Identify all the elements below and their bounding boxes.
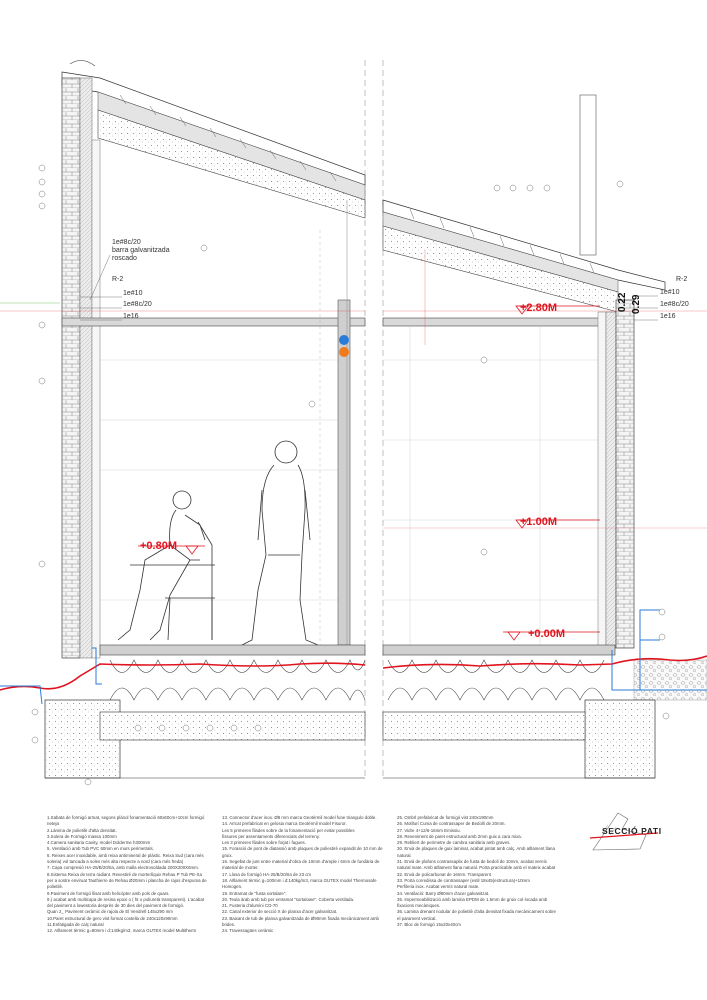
legend-line: gruix. (222, 852, 233, 858)
legend-column-3 (397, 815, 587, 928)
legend-line: fixacions mecàniques. (397, 903, 441, 909)
rebar-label: 1e16 (660, 313, 676, 320)
left-inner-leaf (92, 140, 100, 658)
right-level-floor (503, 628, 600, 640)
legend-line: 25. Ombrl prefabricat de formigó vist 240x190mm (397, 815, 494, 820)
left-slab (62, 318, 365, 326)
legend-line: el parament vertical. (397, 915, 437, 921)
legend-line: Homogen. (222, 884, 243, 890)
legend-line: 3.Solera de Formigó massa 100mm (47, 833, 117, 839)
right-inner-leaf (598, 312, 606, 648)
bar-label: barra galvanitzada (112, 247, 170, 254)
legend-line: natural mate. Amb aïllament llana natural. Porta practicable amb el mateix acabat (397, 865, 556, 871)
legend-line: 20. Teula àrab amb tub per entramat "sortalowe". Coberta ventilada. (222, 896, 355, 902)
legend-line: Perfileria inox. Acabat vernís natural mate. (397, 884, 480, 890)
blue-marker (339, 335, 349, 345)
right-level-mid (516, 516, 600, 528)
legend-column-1 (47, 815, 215, 935)
legend-line: Quan 2_ Paviment ceràmic de rajola de El Vendrell 145x290 mm (47, 909, 173, 915)
legend-line: 26. Motllurí Cuma de contrassaper de Bedolli de 20mm. (397, 821, 506, 827)
legend-line: material de morter. (222, 865, 259, 871)
legend-line: 31. Envà de plafons contrassaplix de fusta de bedoli de 10mm, acabat vernís (397, 859, 547, 865)
right-insulation (606, 312, 616, 648)
right-brick-wall (616, 300, 634, 648)
legend-line: 6. Reixes acer inoxidable, amb reixa antimineral de plàstic. Reixa Sud (cara més (47, 852, 204, 858)
legend-line: 33. Porta corredissa de contrassaper (estil 18x45(estructura)+10mm (397, 877, 530, 883)
level-label-floor: +0.00M (528, 628, 565, 640)
legend-line: 36. Lamina drenant nodular de polietilè d'alta densitat fixada mecànicament sobre (397, 909, 557, 915)
legend-line: 29. Rebliert de perimetre de cambra sanitària amb graves. (397, 840, 511, 846)
legend-line: 5. Ventilació amb Tub PVC 60mm en murs perimetrals. (47, 846, 154, 852)
right-floor-slab (383, 645, 615, 655)
legend-line: 9.) acabat amb multicapa de resina epoxi o ( ht o poliuretà transparent). L'acabat (47, 896, 205, 902)
right-ground-slab (383, 712, 585, 740)
legend-line: 13. Connector d'acer inox. Ø8 mm marca Geotèrmil model fune triangulo doble. (222, 815, 377, 820)
legend-line: natural. (397, 852, 412, 858)
legend-line: per a sostre enviruat Tauthierre de Rehau Ø20mm i plancha de rajos d'espuma de (47, 877, 207, 883)
legend-line: polietilè. (47, 884, 64, 890)
legend-line: 18. Aïllament tèrmic g=100mm i d:140kg/m3, marca GUTEX model Thermosafe (222, 877, 377, 883)
legend-column-2 (222, 815, 390, 935)
legend-line: 37. Bloc de formigó 15x20x40cm (397, 922, 461, 928)
legend-line: del paviment a lowestoria desprès de 30 dies del paviment de formigó. (47, 903, 185, 909)
legend-line: 9.Paviment de formigó llisat amb helicòpter amb pols de quars. (47, 890, 170, 896)
legend-line: 27. Vidre 4+12/6-16mm Emissiu. (397, 827, 461, 833)
legend-line: 10.Paret estructural de gero vist format costella de 240x120x90mm (47, 915, 178, 921)
legend-line: soleria) vol tancada a soles més alta respecte a nord (cara més freda) (47, 859, 184, 865)
dimension-label: 0.22 (617, 292, 628, 312)
legend-line: 19. Entramat de "fusta sortalare". (222, 890, 287, 896)
legend-line: 34. Ventilació: Barry Ø80mm d'acer galvanitzat. (397, 890, 490, 896)
legend-line: 2.Làmina de polietilè d'alta densitat. (47, 827, 117, 833)
orange-marker (339, 347, 349, 357)
legend-line: 15. Forassió de pont de diatassió amb plaques de poliestirè expandit de 10 mm de (222, 846, 383, 852)
right-section (383, 95, 707, 778)
legend-line: 14. Arrcat prefabricat en gelosia marca Geotèrmil model Fisuror. (222, 821, 347, 827)
legend-line: fissures per assentaments diferenciats del terreny. (222, 833, 320, 839)
legend-line: 12. Aïllament tèrmic g=80mm i d:140kg/m3, marca GUTEX model Multitherm (47, 928, 197, 934)
legend-line: 23. Baixant de tub de planxa galvanitzada de Ø90mm fixada mecànicament amb (222, 915, 379, 921)
legend-line: brides. (222, 922, 236, 928)
legend-line: 28. Reveniment de paret estructural amb 2mm guix a cara mixa. (397, 833, 522, 839)
section-title: SECCIÓ PATI (602, 826, 662, 836)
left-brick-wall (62, 78, 80, 658)
standing-person-figure (242, 441, 318, 645)
legend-line: 7. Capa compresió HA-25/B/20/IIa, amb malla electrosoldada 200X200X6mm. (47, 865, 200, 871)
legend-line: Les 5 primeres filades sobre de la fonamentació per evitar possibles (222, 827, 355, 833)
rebar-label: 1e#8c/20 (123, 301, 152, 308)
legend-line: 22. Canal exterior de secció X de planxa d'acer galvanitzat. (222, 909, 338, 915)
legend-line: 17. Llosa de formigó HA-25/B/20/IIa de 23 cm (222, 871, 312, 877)
left-level-marker (138, 540, 205, 554)
dimension-label: 0.29 (631, 294, 642, 314)
level-label-left: +0.80M (140, 540, 177, 552)
legend-line: 24. Travessagües ceràmic (222, 928, 274, 934)
legend-line: 11.Enfatigada de calç natural (47, 922, 104, 928)
legend-line: 30. Envà de plaques de guix laminat, acabat pintat amb calç. Amb aïllament llana (397, 846, 555, 852)
rebar-label: 1e#8c/20 (112, 239, 141, 246)
left-insulation (80, 78, 92, 658)
level-label-upper: +2.80M (520, 302, 557, 314)
bar-label: roscado (112, 255, 137, 262)
rebar-label: 1e#8c/20 (660, 301, 689, 308)
legend-line: 4.Camera sanitaria Cavity, model Dolderme h300mm (47, 840, 151, 846)
legend-line: 1.Sabata de formigó armat, segons plànol fonamentació 60x60cm+10cm formigó neteja (47, 815, 205, 827)
left-roof (62, 60, 365, 218)
legend-line: 32. Envà de policarbonat de 16mm. Transparent (397, 871, 491, 877)
legend-line: 35. Impermeabilització amb lamina EPDM de 1.5mm de gruix col·locada amb (397, 896, 548, 902)
beam-label: R-2 (112, 276, 124, 283)
right-slab (383, 318, 615, 326)
legend-line: Les 3 primeres filades sobre forjat i fagues. (222, 840, 306, 846)
right-cavity-domes (388, 660, 604, 700)
rebar-label: 1e#10 (123, 290, 143, 297)
legend-line: 21. Fusteria d'alumini CO-70 (222, 903, 278, 909)
beam-label: R-2 (676, 276, 688, 283)
legend-line: 16. Segellat de junt entre material d'obra de 10mm d'ample i 6mm de fundària de (222, 859, 380, 865)
left-section (0, 60, 365, 785)
seated-person-figure (118, 491, 215, 640)
right-gravel-fill (634, 660, 707, 700)
level-label-mid: +1.00M (520, 516, 557, 528)
rebar-label: 1e#10 (660, 289, 680, 296)
legend-line: 8.Sistema Reixa de terra radiant. Revestiré de morterlíquix Rehau P Tub PE-Xa (47, 871, 202, 877)
rebar-label: 1e16 (123, 313, 139, 320)
right-footing (585, 700, 655, 778)
chimney (580, 95, 596, 255)
left-red-membrane (0, 663, 365, 690)
left-floor-slab (100, 645, 365, 655)
